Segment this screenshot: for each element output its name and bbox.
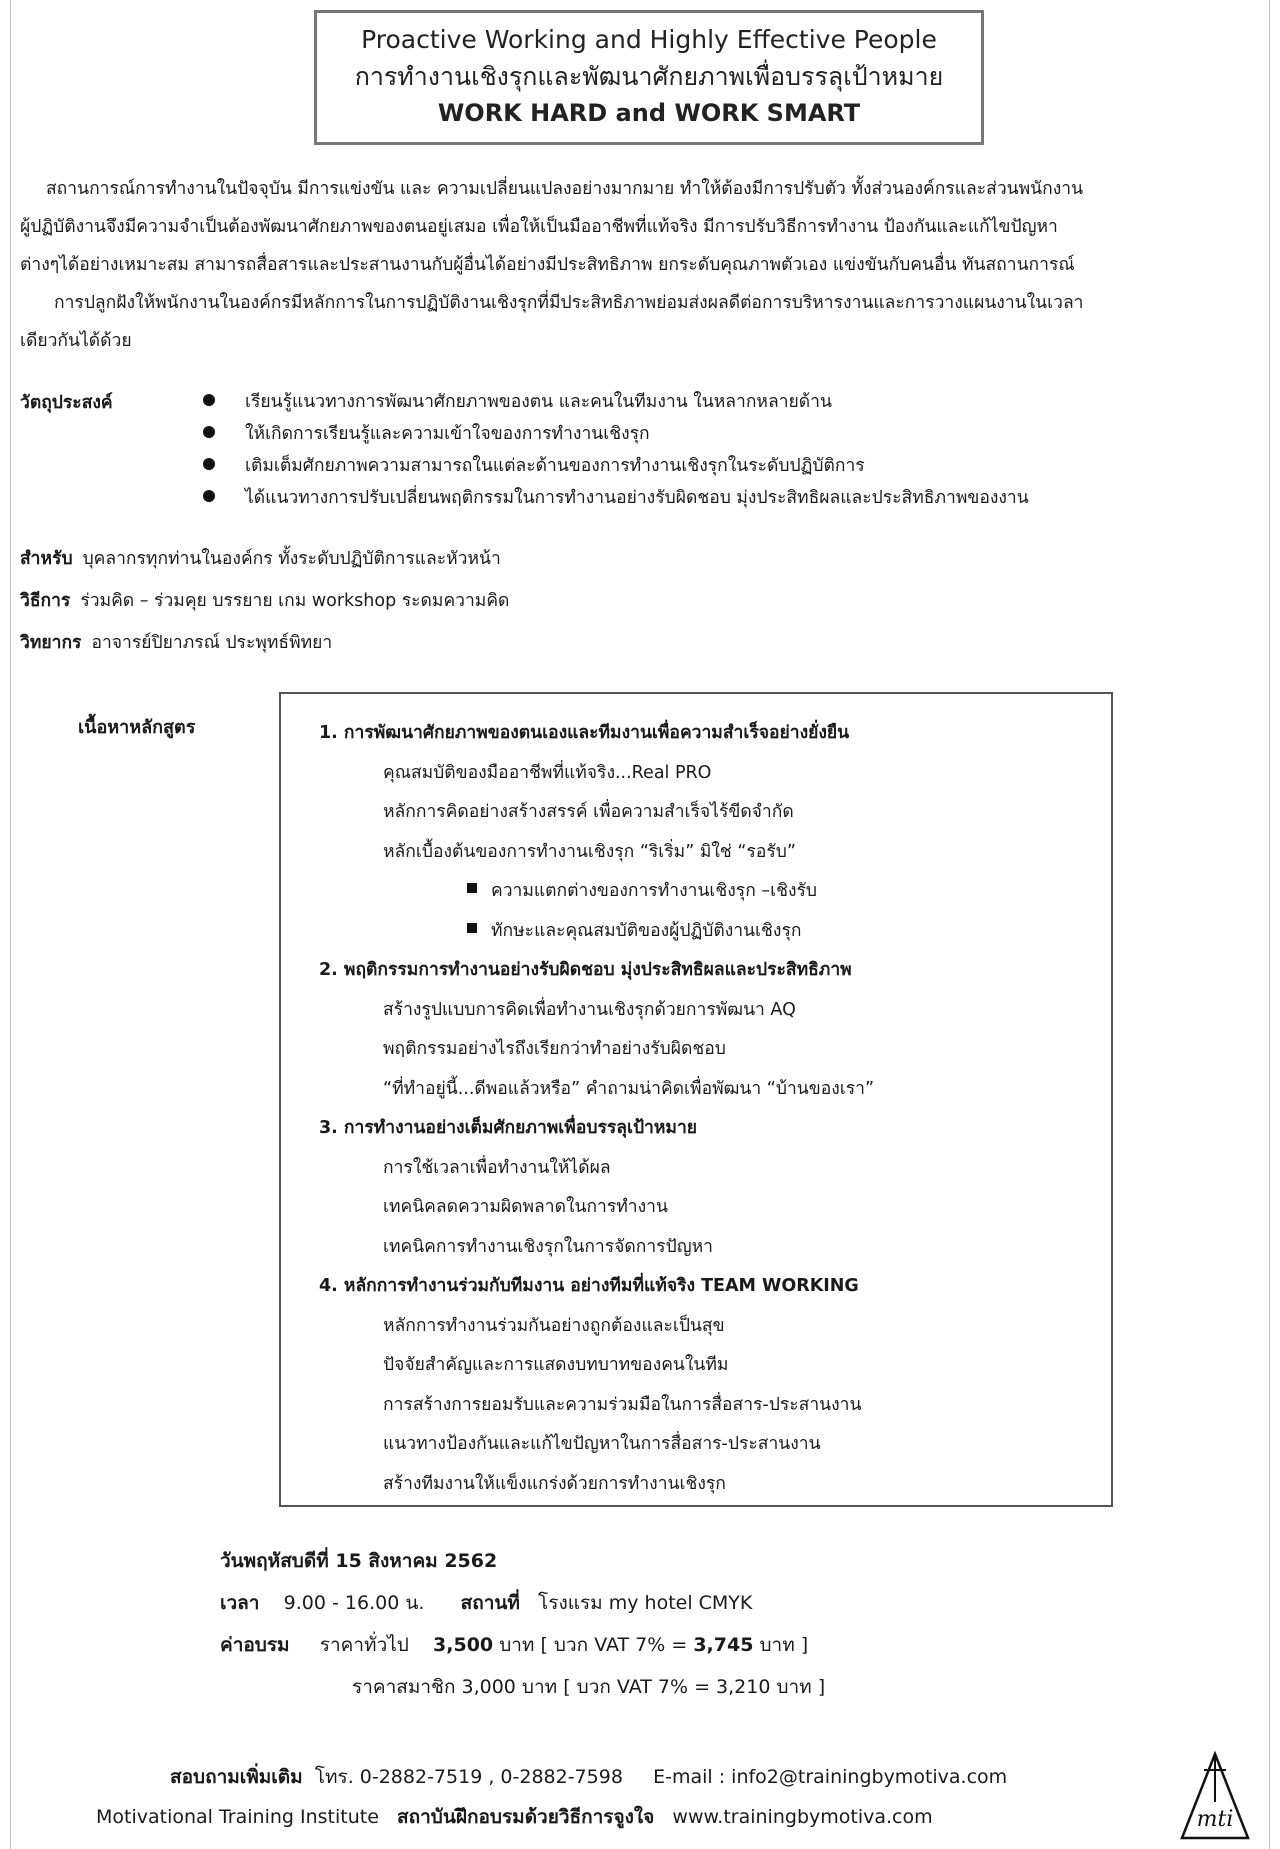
fee-row: ค่าอบรม ราคาทั่วไป 3,500 บาท [ บวก VAT 7% = 3,745 บาท ] — [220, 1634, 809, 1656]
square-bullet-icon — [467, 923, 477, 933]
phone-numbers: โทร. 0-2882-7519 , 0-2882-7598 — [314, 1766, 623, 1788]
method-row: วิธีการ ร่วมคิด – ร่วมคุย บรรยาย เกม workshop ระดมความคิด — [20, 591, 510, 611]
curriculum-item: พฤติกรรมอย่างไรถึงเรียกว่าทำอย่างรับผิดชอบ — [383, 1039, 726, 1059]
curriculum-item: เทคนิคลดความผิดพลาดในการทำงาน — [383, 1197, 668, 1217]
email-link[interactable]: E-mail : info2@trainingbymotiva.com — [653, 1766, 1008, 1788]
curriculum-item: คุณสมบัติของมืออาชีพที่แท้จริง...Real PRO — [383, 762, 712, 783]
curriculum-item: เทคนิคการทำงานเชิงรุกในการจัดการปัญหา — [383, 1236, 713, 1257]
objective-item: เติมเต็มศักยภาพความสามารถในแต่ละด้านของการทำงานเชิงรุกในระดับปฏิบัติการ — [203, 448, 1029, 480]
objective-item: เรียนรู้แนวทางการพัฒนาศักยภาพของตน และคนในทีมงาน ในหลากหลายด้าน — [203, 384, 1029, 416]
org-name-th: สถาบันฝึกอบรมด้วยวิธีการจูงใจ — [397, 1806, 655, 1828]
title-english: Proactive Working and Highly Effective People — [361, 25, 937, 54]
member-price-row: ราคาสมาชิก 3,000 บาท [ บวก VAT 7% = 3,210 บาท ] — [352, 1676, 826, 1698]
contact-row: สอบถามเพิ่มเติม โทร. 0-2882-7519 , 0-2882-7598 E-mail : info2@trainingbymotiva.com — [170, 1766, 1008, 1788]
time-venue-row: เวลา 9.00 - 16.00 น. สถานที่ โรงแรม my hotel CMYK — [220, 1592, 753, 1614]
curriculum-item: สร้างรูปแบบการคิดเพื่อทำงานเชิงรุกด้วยการพัฒนา AQ — [383, 999, 796, 1020]
curriculum-item: หลักเบื้องต้นของการทำงานเชิงรุก “ริเริ่ม” มิใช่ “รอรับ” — [383, 841, 796, 862]
intro-line: การปลูกฝังให้พนักงานในองค์กรมีหลักการในการปฏิบัติงานเชิงรุกที่มีประสิทธิภาพย่อมส่งผลดีต่อการบริหารงานและการวางแผนงานในเวลา — [54, 293, 1084, 313]
curriculum-box — [279, 692, 1113, 1507]
curriculum-item: ปัจจัยสำคัญและการแสดงบทบาทของคนในทีม — [383, 1355, 729, 1375]
objective-item: ได้แนวทางการปรับเปลี่ยนพฤติกรรมในการทำงานอย่างรับผิดชอบ มุ่งประสิทธิผลและประสิทธิภาพของงาน — [203, 480, 1029, 512]
curriculum-item: ทักษะและคุณสมบัติของผู้ปฏิบัติงานเชิงรุก — [319, 912, 1111, 952]
curriculum-item: การใช้เวลาเพื่อทำงานให้ได้ผล — [383, 1157, 611, 1178]
intro-text — [20, 170, 1252, 360]
curriculum-heading: 2. พฤติกรรมการทำงานอย่างรับผิดชอบ มุ่งประสิทธิผลและประสิทธิภาพ — [319, 960, 852, 980]
title-thai: การทำงานเชิงรุกและพัฒนาศักยภาพเพื่อบรรลุเป้าหมาย — [354, 62, 944, 91]
event-details — [220, 1540, 825, 1708]
intro-line: เดียวกันได้ด้วย — [20, 331, 132, 351]
bullet-icon — [203, 458, 215, 470]
event-date: วันพฤหัสบดีที่ 15 สิงหาคม 2562 — [220, 1550, 498, 1572]
bullet-icon — [203, 426, 215, 438]
curriculum-item: หลักการคิดอย่างสร้างสรรค์ เพื่อความสำเร็จไร้ขีดจำกัด — [383, 802, 794, 822]
objectives-label: วัตถุประสงค์ — [20, 393, 113, 413]
intro-line: ผู้ปฏิบัติงานจึงมีความจำเป็นต้องพัฒนาศักยภาพของตนอยู่เสมอ เพื่อให้เป็นมืออาชีพที่แท้จริง มีการปรับวิธีการทำงาน ป้องกันและแก้ไขปัญหา — [20, 217, 1058, 237]
website-link[interactable]: www.trainingbymotiva.com — [672, 1806, 933, 1828]
audience-row: สำหรับ บุคลากรทุกท่านในองค์กร ทั้งระดับปฏิบัติการและหัวหน้า — [20, 549, 501, 569]
org-name-en: Motivational Training Institute — [96, 1806, 379, 1828]
logo-text: mti — [1196, 1807, 1234, 1832]
course-info — [20, 538, 509, 664]
objective-item: ให้เกิดการเรียนรู้และความเข้าใจของการทำงานเชิงรุก — [203, 416, 1029, 448]
bullet-icon — [203, 394, 215, 406]
intro-line: ต่างๆได้อย่างเหมาะสม สามารถสื่อสารและประสานงานกับผู้อื่นได้อย่างมีประสิทธิภาพ ยกระดับคุณภาพตัวเอง แข่งขันกับคนอื่น ทันสถานการณ์ — [20, 255, 1075, 275]
curriculum-item: การสร้างการยอมรับและความร่วมมือในการสื่อสาร-ประสานงาน — [383, 1394, 862, 1415]
curriculum-item: แนวทางป้องกันและแก้ไขปัญหาในการสื่อสาร-ประสานงาน — [383, 1434, 821, 1454]
square-bullet-icon — [467, 883, 477, 893]
curriculum-item: “ที่ทำอยู่นี้...ดีพอแล้วหรือ” คำถามน่าคิดเพื่อพัฒนา “บ้านของเรา” — [383, 1078, 875, 1099]
curriculum-label: เนื้อหาหลักสูตร — [78, 717, 196, 738]
objectives-list — [203, 384, 1029, 512]
title-box — [314, 10, 984, 145]
curriculum-item: หลักการทำงานร่วมกันอย่างถูกต้องและเป็นสุข — [383, 1315, 725, 1336]
curriculum-item: สร้างทีมงานให้แข็งแกร่งด้วยการทำงานเชิงรุก — [383, 1473, 726, 1494]
speaker-row: วิทยากร อาจารย์ปิยาภรณ์ ประพุทธ์พิทยา — [20, 633, 333, 653]
mti-logo-icon — [1178, 1750, 1252, 1842]
bullet-icon — [203, 490, 215, 502]
curriculum-item: ความแตกต่างของการทำงานเชิงรุก –เชิงรับ — [319, 872, 1111, 912]
curriculum-heading: 4. หลักการทำงานร่วมกับทีมงาน อย่างทีมที่แท้จริง TEAM WORKING — [319, 1276, 859, 1296]
intro-line: สถานการณ์การทำงานในปัจจุบัน มีการแข่งขัน และ ความเปลี่ยนแปลงอย่างมากมาย ทำให้ต้องมีการปรับตัว ทั้งส่วนองค์กรและส่วนพนักงาน — [46, 179, 1084, 199]
title-slogan: WORK HARD and WORK SMART — [437, 99, 861, 127]
curriculum-heading: 1. การพัฒนาศักยภาพของตนเองและทีมงานเพื่อความสำเร็จอย่างยั่งยืน — [319, 723, 850, 743]
curriculum-heading: 3. การทำงานอย่างเต็มศักยภาพเพื่อบรรลุเป้าหมาย — [319, 1118, 698, 1138]
footer-row — [96, 1797, 933, 1837]
